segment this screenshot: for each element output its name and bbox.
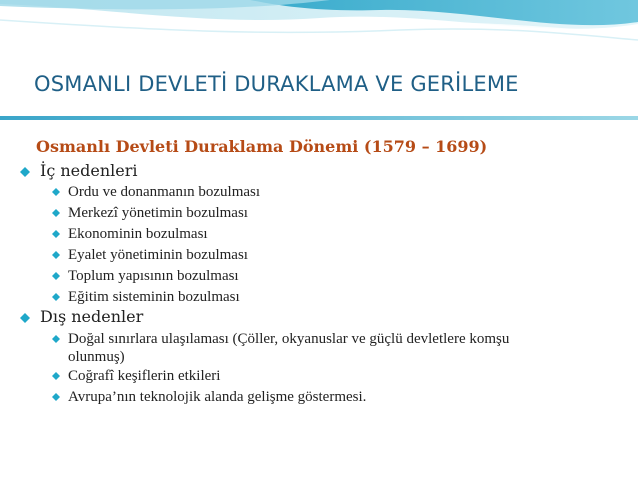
slide-title: OSMANLI DEVLETİ DURAKLAMA VE GERİLEME bbox=[34, 72, 519, 96]
list-item: Merkezî yönetimin bozulması bbox=[68, 205, 248, 221]
list-item: Coğrafî keşiflerin etkileri bbox=[68, 368, 221, 384]
diamond-bullet-icon bbox=[20, 313, 30, 323]
list-item: Doğal sınırlara ulaşılaması (Çöller, okyanuslar ve güçlü devletlere komşu olunmuş) bbox=[68, 331, 510, 365]
section-label-internal: İç nedenleri bbox=[40, 161, 138, 180]
list-item: Toplum yapısının bozulması bbox=[68, 268, 239, 284]
list-item: Avrupa’nın teknolojik alanda gelişme göstermesi. bbox=[68, 389, 367, 405]
diamond-bullet-icon bbox=[52, 335, 60, 343]
title-underline bbox=[0, 116, 638, 120]
diamond-bullet-icon bbox=[52, 393, 60, 401]
list-item: Eyalet yönetiminin bozulması bbox=[68, 247, 248, 263]
list-item: Ordu ve donanmanın bozulması bbox=[68, 184, 261, 200]
section-heading: Osmanlı Devleti Duraklama Dönemi (1579 – 1699) bbox=[36, 137, 488, 156]
diamond-bullet-icon bbox=[52, 372, 60, 380]
diamond-bullet-icon bbox=[52, 251, 60, 259]
list-item: Ekonominin bozulması bbox=[68, 226, 208, 242]
diamond-bullet-icon bbox=[52, 230, 60, 238]
list-item: Eğitim sisteminin bozulması bbox=[68, 289, 240, 305]
diamond-bullet-icon bbox=[52, 188, 60, 196]
diamond-bullet-icon bbox=[20, 167, 30, 177]
wave-decoration bbox=[0, 0, 638, 70]
section-label-external: Dış nedenler bbox=[40, 307, 144, 326]
diamond-bullet-icon bbox=[52, 209, 60, 217]
diamond-bullet-icon bbox=[52, 293, 60, 301]
diamond-bullet-icon bbox=[52, 272, 60, 280]
